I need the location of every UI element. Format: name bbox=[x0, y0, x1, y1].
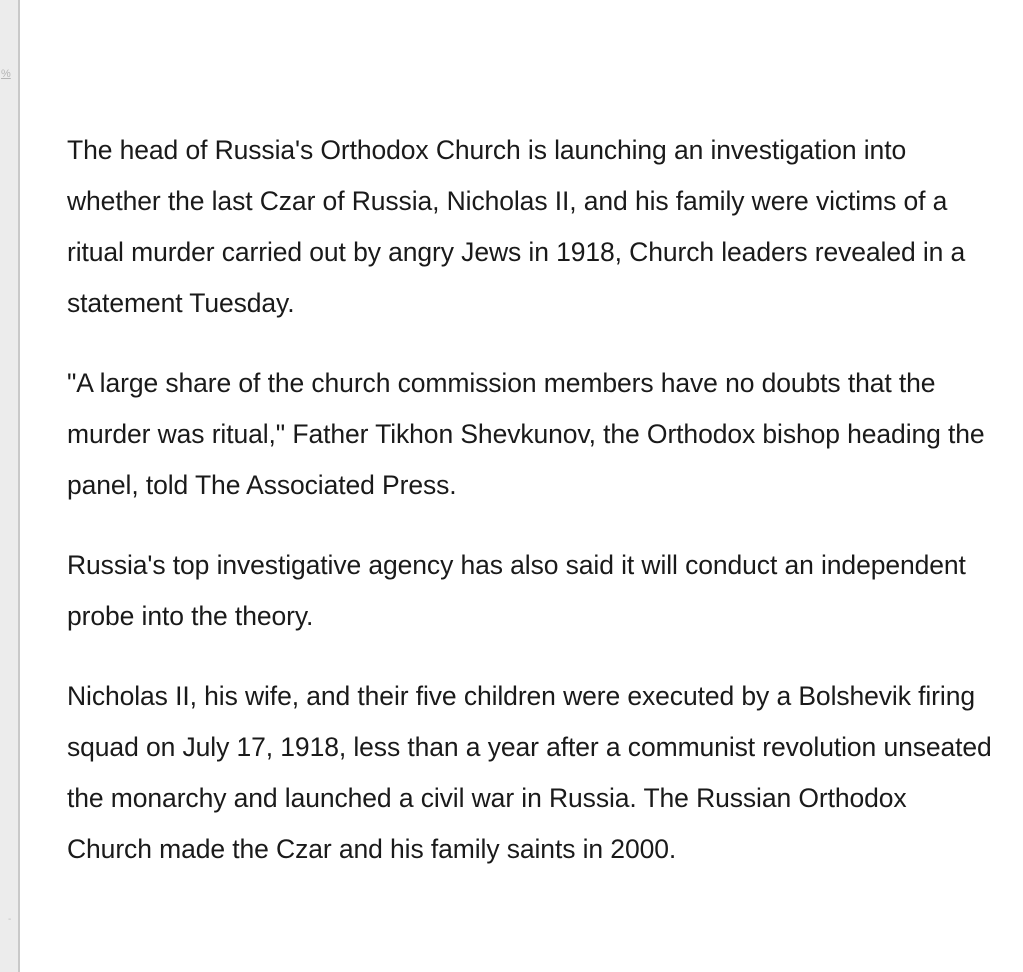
gutter-tick-mark: - bbox=[8, 914, 12, 925]
article-body bbox=[67, 125, 997, 904]
left-gutter bbox=[0, 0, 20, 972]
article-paragraph-1: The head of Russia's Orthodox Church is launching an investigation into whether the last Czar of Russia, Nicholas II, and his family were victims of a ritual murder carried out by angry Jews in 1918, Church leaders revealed in a statement Tuesday. bbox=[67, 135, 966, 318]
gutter-percent-mark: % bbox=[1, 68, 11, 80]
article-paragraph-3: Russia's top investigative agency has also said it will conduct an independent probe into the theory. bbox=[67, 550, 966, 631]
article-paragraph-4: Nicholas II, his wife, and their five children were executed by a Bolshevik firing squad on July 17, 1918, less than a year after a communist revolution unseated the monarchy and launched a civil war in Russia. The Russian Orthodox Church made the Czar and his family saints in 2000. bbox=[67, 681, 992, 864]
article-paragraph-2: "A large share of the church commission members have no doubts that the murder was ritual," Father Tikhon Shevkunov, the Orthodox bishop heading the panel, told The Associated Press. bbox=[67, 368, 985, 500]
